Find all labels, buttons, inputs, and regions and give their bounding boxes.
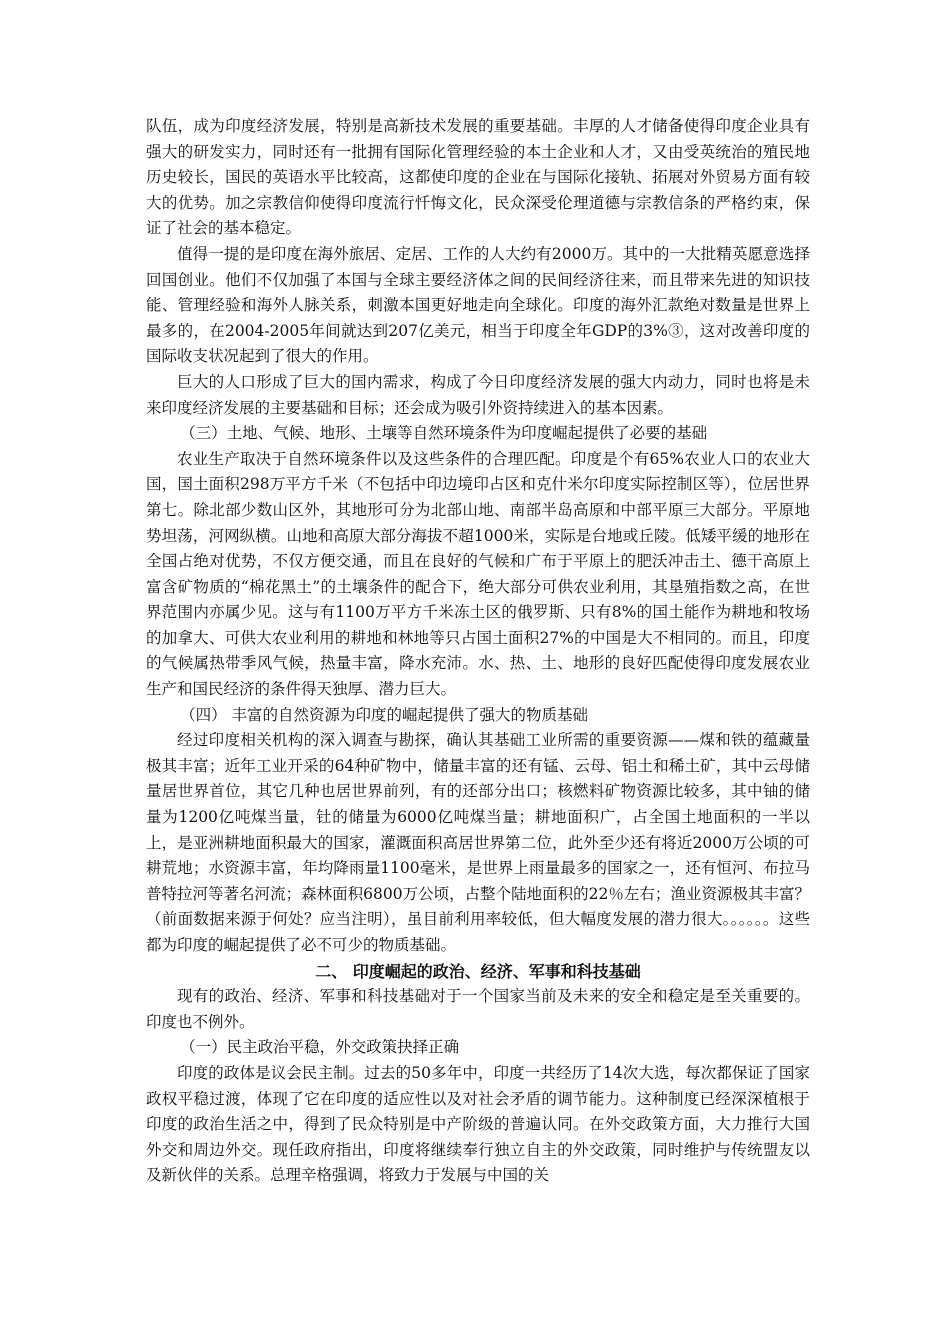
subheading-democratic-politics: （一）民主政治平稳，外交政策抉择正确	[180, 1038, 460, 1057]
paragraph-domestic-demand: 巨大的人口形成了巨大的国内需求，构成了今日印度经济发展的强大内动力，同时也将是未来印度经济发展的主要基础和目标；还会成为吸引外资持续进入的基本因素。	[146, 372, 810, 417]
subheading-natural-environment: （三）土地、气候、地形、土壤等自然环境条件为印度崛起提供了必要的基础	[180, 424, 708, 443]
paragraph-agriculture: 农业生产取决于自然环境条件以及这些条件的合理匹配。印度是个有65%农业人口的农业大国，国土面积298万平方千米（不包括中印边境印占区和克什米尔印度实际控制区等），位居世界第七。除北部少数山区外，其地形可分为北部山地、南部半岛高原和中部平原三大部分。平原地势坦荡，河网纵横。山地和高原大部分海拔不超1000米，实际是台地或丘陵。低矮平缓的地形在全国占绝对优势，不仅方便交通，而且在良好的气候和广布于平原上的肥沃冲击土、德干高原上富含矿物质的“棉花黑土”的土壤条件的配合下，绝大部分可供农业利用，其垦殖指数之高，在世界范围内亦属少见。这与有1100万平方千米冻土区的俄罗斯、只有8%的国土能作为耕地和牧场的加拿大、可供大农业利用的耕地和林地等只占国土面积27%的中国是大不相同的。而且，印度的气候属热带季风气候，热量丰富，降水充沛。水、热、土、地形的良好匹配使得印度发展农业生产和国民经济的条件得天独厚、潜力巨大。	[146, 449, 810, 699]
paragraph-politics: 印度的政体是议会民主制。过去的50多年中，印度一共经历了14次大选，每次都保证了国家政权平稳过渡，体现了它在印度的适应性以及对社会矛盾的调节能力。这种制度已经深深植根于印度的政治生活之中，得到了民众特别是中产阶级的普遍认同。在外交政策方面，大力推行大国外交和周边外交。现任政府指出，印度将继续奉行独立自主的外交政策，同时维护与传统盟友以及新伙伴的关系。总理辛格强调，将致力于发展与中国的关	[146, 1063, 810, 1185]
paragraph-talent-reserve: 队伍，成为印度经济发展，特别是高新技术发展的重要基础。丰厚的人才储备使得印度企业具有强大的研发实力，同时还有一批拥有国际化管理经验的本土企业和人才，又由受英统治的殖民地历史较长，国民的英语水平比较高，这都使印度的企业在与国际化接轨、拓展对外贸易方面有较大的优势。加之宗教信仰使得印度流行忏悔文化，民众深受伦理道德与宗教信条的严格约束，保证了社会的基本稳定。	[146, 117, 810, 238]
paragraph-section-intro: 现有的政治、经济、军事和科技基础对于一个国家当前及未来的安全和稳定是至关重要的。印度也不例外。	[146, 987, 810, 1031]
section-title: 二、 印度崛起的政治、经济、军事和科技基础	[315, 961, 641, 981]
subheading-natural-resources: （四） 丰富的自然资源为印度的崛起提供了强大的物质基础	[180, 705, 589, 724]
document-page	[146, 114, 810, 1189]
paragraph-resources: 经过印度相关机构的深入调查与勘探，确认其基础工业所需的重要资源——煤和铁的蕴藏量极其丰富；近年工业开采的64种矿物中，储量丰富的还有锰、云母、铝土和稀土矿，其中云母储量居世界首位，其它几种也居世界前列，有的还部分出口；核燃料矿物资源比较多，其中铀的储量为1200亿吨煤当量，钍的储量为6000亿吨煤当量；耕地面积广，占全国土地面积的一半以上，是亚洲耕地面积最大的国家，灌溉面积高居世界第二位，此外至少还有将近2000万公顷的可耕荒地；水资源丰富，年均降雨量1100毫米，是世界上雨量最多的国家之一，还有恒河、布拉马普特拉河等著名河流；森林面积6800万公顷，占整个陆地面积的22％左右；渔业资源极其丰富？（前面数据来源于何处？应当注明），虽目前利用率较低，但大幅度发展的潜力很大。。。。。。这些都为印度的崛起提供了必不可少的物质基础。	[146, 731, 810, 954]
paragraph-overseas-indians: 值得一提的是印度在海外旅居、定居、工作的人大约有2000万。其中的一大批精英愿意选择回国创业。他们不仅加强了本国与全球主要经济体之间的民间经济往来，而且带来先进的知识技能、管理经验和海外人脉关系，刺激本国更好地走向全球化。印度的海外汇款绝对数量是世界上最多的，在2004-2005年间就达到207亿美元，相当于印度全年GDP的3%③，这对改善印度的国际收支状况起到了很大的作用。	[146, 244, 810, 366]
